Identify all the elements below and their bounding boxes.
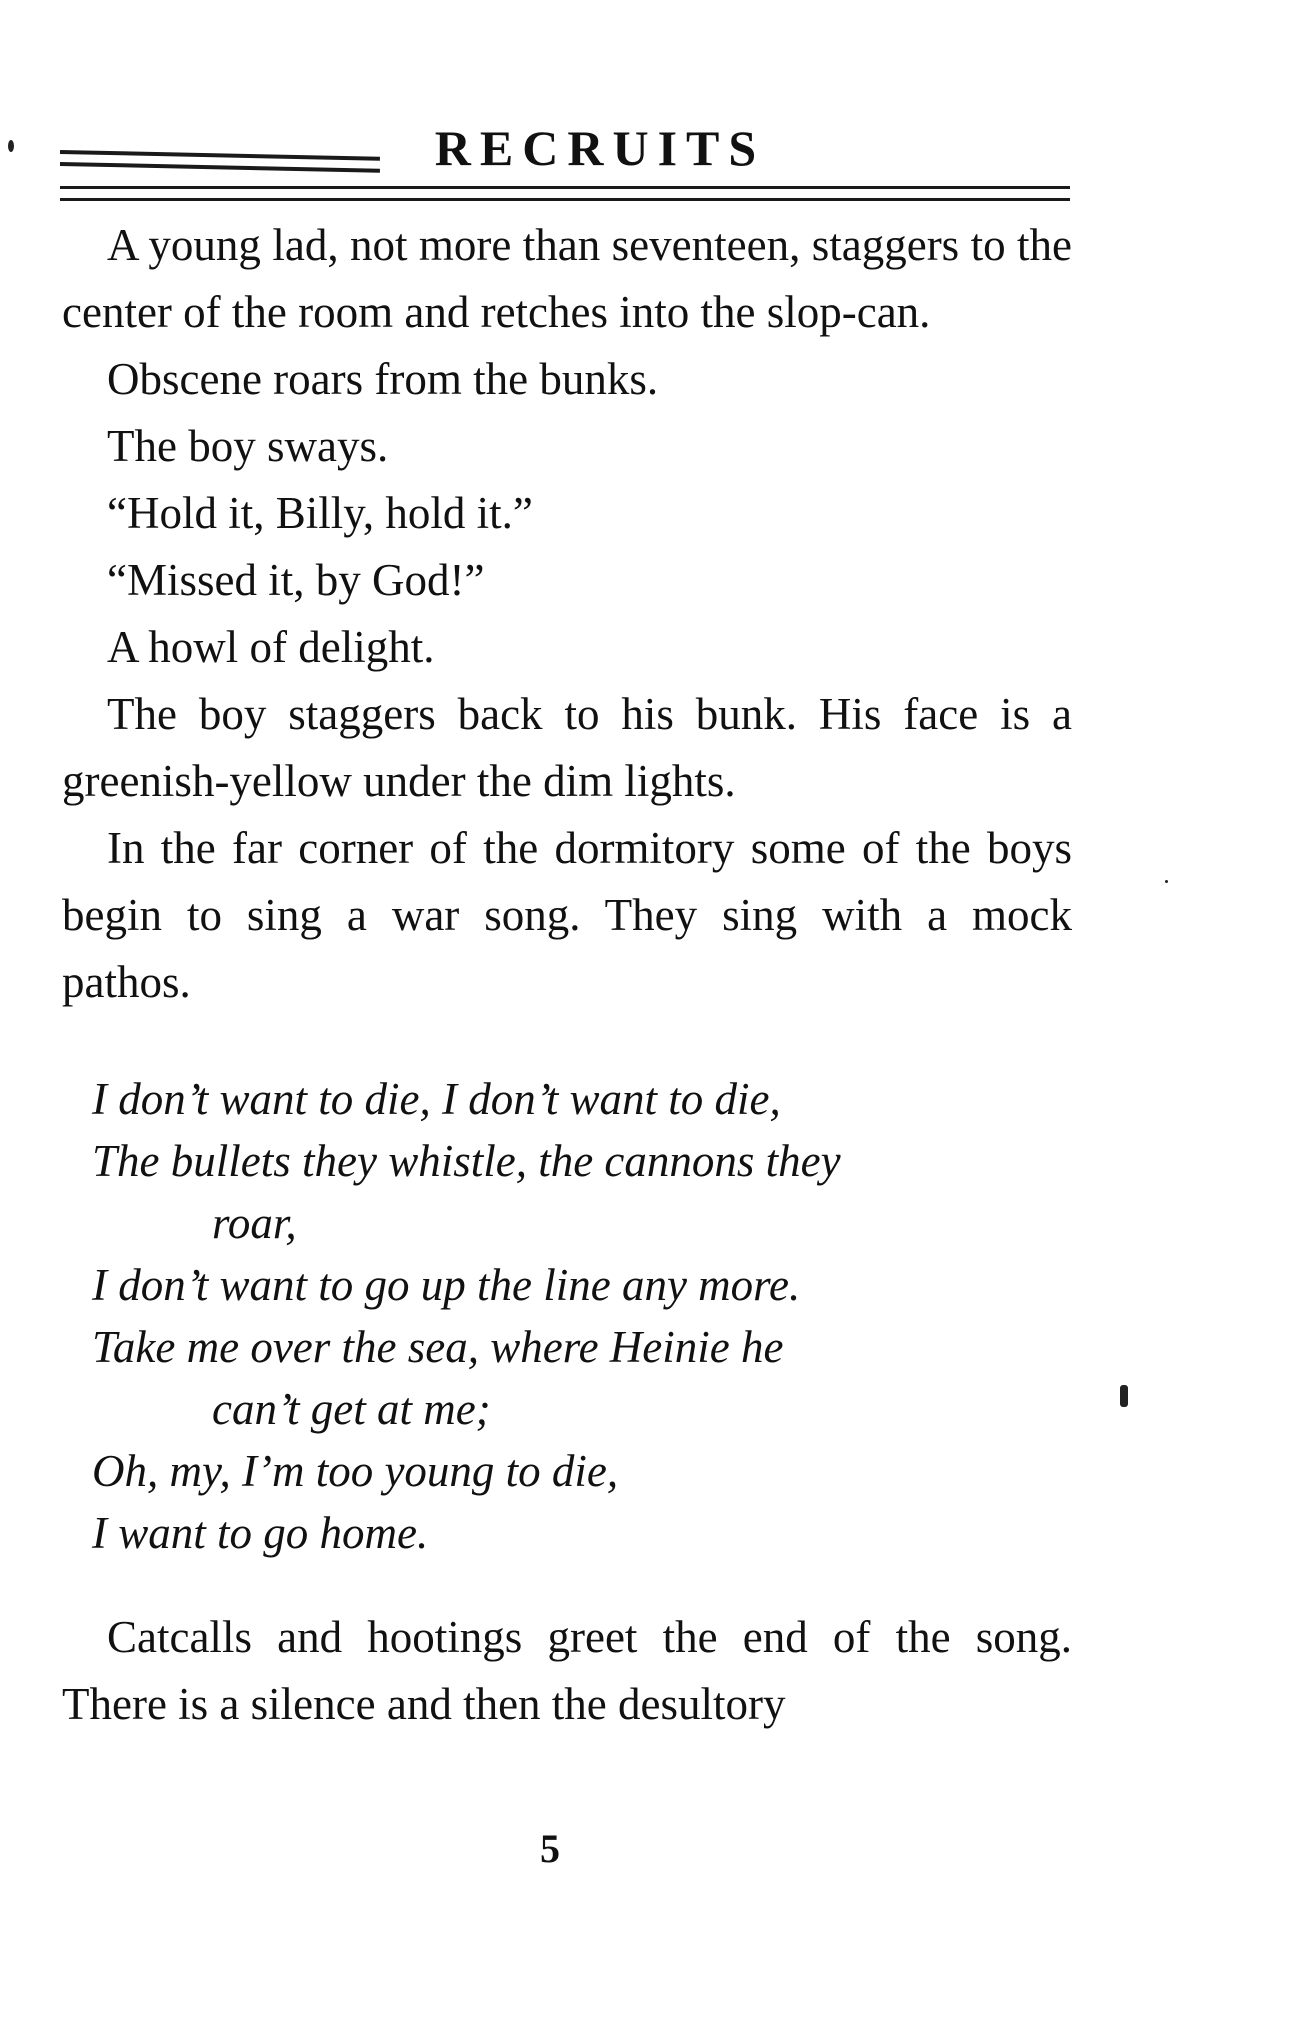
song-line: Take me over the sea, where Heinie he <box>92 1322 784 1372</box>
paragraph: The boy sways. <box>107 421 389 471</box>
scan-speck <box>1120 1385 1128 1407</box>
song-verse <box>92 1068 1072 1564</box>
header-rule-full-upper <box>60 186 1070 189</box>
song-line-continuation: roar, <box>212 1198 297 1248</box>
paragraph: Catcalls and hootings greet the end of the song. There is a silence and then the desultory <box>62 1612 1072 1729</box>
paragraph: The boy staggers back to his bunk. His face is a greenish-yellow under the dim lights. <box>62 689 1072 806</box>
scan-speck <box>1165 880 1168 883</box>
header-rule-left-upper <box>60 150 380 161</box>
header-rule-left-lower <box>60 162 380 173</box>
song-line: Oh, my, I’m too young to die, <box>92 1446 619 1496</box>
song-line: I want to go home. <box>92 1508 429 1558</box>
running-title: RECRUITS <box>434 120 766 176</box>
paragraph: A young lad, not more than seventeen, staggers to the center of the room and retches into the slop-can. <box>62 220 1072 337</box>
scan-speck <box>8 140 14 152</box>
song-line-continuation: can’t get at me; <box>212 1384 491 1434</box>
song-line: I don’t want to go up the line any more. <box>92 1260 801 1310</box>
song-line: I don’t want to die, I don’t want to die, <box>92 1074 781 1124</box>
header-rule-full-lower <box>60 198 1070 201</box>
paragraph: A howl of delight. <box>107 622 435 672</box>
paragraph: In the far corner of the dormitory some of the boys begin to sing a war song. They sing with a mock pathos. <box>62 823 1072 1007</box>
song-line: The bullets they whistle, the cannons they <box>92 1136 841 1186</box>
page-number: 5 <box>540 1826 560 1871</box>
paragraph: “Hold it, Billy, hold it.” <box>107 488 533 538</box>
paragraph: “Missed it, by God!” <box>107 555 485 605</box>
paragraph: Obscene roars from the bunks. <box>107 354 659 404</box>
page-header <box>60 120 1070 215</box>
body-text <box>62 212 1072 1738</box>
